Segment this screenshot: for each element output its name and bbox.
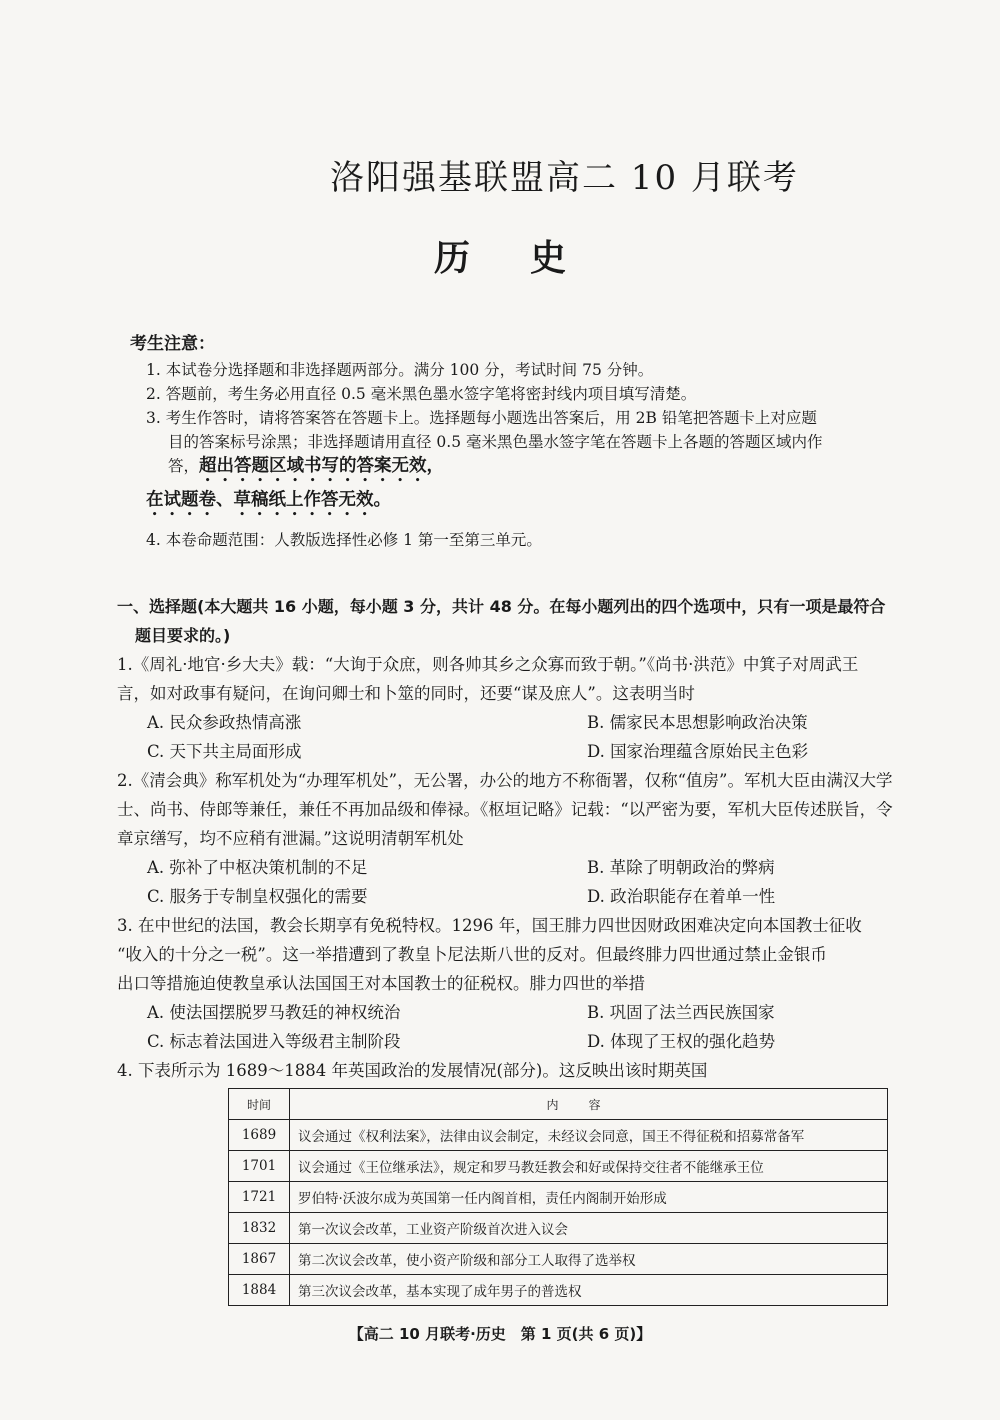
option-b: B. 革除了明朝政治的弊病 — [587, 858, 775, 877]
question-stem: 2.《清会典》称军机处为“办理军机处”，无公署，办公的地方不称衙署，仅称“值房”。军机大臣由满汉大学 — [117, 771, 893, 790]
table-cell-content: 第三次议会改革，基本实现了成年男子的普选权 — [290, 1275, 888, 1306]
notice-heading: 考生注意： — [130, 334, 215, 354]
page-footer: 【高二 10 月联考·历史 第 1 页(共 6 页)】 — [348, 1325, 652, 1343]
table-cell-year: 1721 — [229, 1182, 290, 1213]
option-d: D. 政治职能存在着单一性 — [587, 887, 776, 906]
notice-item — [130, 406, 830, 486]
options — [117, 998, 987, 1056]
question-4 — [117, 1056, 987, 1085]
table-cell-content: 第二次议会改革，使小资产阶级和部分工人取得了选举权 — [290, 1244, 888, 1275]
question-stem: 3. 在中世纪的法国，教会长期享有免税特权。1296 年，国王腓力四世因财政困难决定向本国教士征收 — [117, 916, 862, 935]
question-stem: 出口等措施迫使教皇承认法国国王对本国教士的征税权。腓力四世的举措 — [117, 974, 645, 993]
option-d: D. 国家治理蕴含原始民主色彩 — [587, 742, 809, 761]
notice-item: 4. 本卷命题范围：人教版选择性必修 1 第一至第三单元。 — [146, 531, 542, 549]
question-2 — [117, 766, 987, 911]
table-header-content: 内容 — [290, 1089, 888, 1120]
question-1 — [117, 650, 987, 766]
table-cell-year: 1867 — [229, 1244, 290, 1275]
notice-item: 2. 答题前，考生务必用直径 0.5 毫米黑色墨水签字笔将密封线内项目填写清楚。 — [146, 385, 697, 403]
table-row — [229, 1275, 888, 1306]
table-header-row — [229, 1089, 888, 1120]
exam-title: 洛阳强基联盟高二 10 月联考 — [330, 158, 799, 198]
table-cell-content: 议会通过《王位继承法》，规定和罗马教廷教会和好或保持交往者不能继承王位 — [290, 1151, 888, 1182]
table-cell-year: 1884 — [229, 1275, 290, 1306]
table-header-time: 时间 — [229, 1089, 290, 1120]
notice-emphasis: 在试题卷、草稿纸上作答无效。 — [146, 490, 391, 510]
option-b: B. 儒家民本思想影响政治决策 — [587, 713, 808, 732]
question-stem: “收入的十分之一税”。这一举措遭到了教皇卜尼法斯八世的反对。但最终腓力四世通过禁止金银币 — [117, 945, 827, 964]
table-row — [229, 1182, 888, 1213]
option-a: A. 使法国摆脱罗马教廷的神权统治 — [147, 1003, 401, 1022]
section-heading-line: 一、选择题(本大题共 16 小题，每小题 3 分，共计 48 分。在每小题列出的四个选项中，只有一项是最符合 — [117, 597, 886, 616]
table-row — [229, 1120, 888, 1151]
option-c: C. 标志着法国进入等级君主制阶段 — [147, 1032, 401, 1051]
table-cell-content: 罗伯特·沃波尔成为英国第一任内阁首相，责任内阁制开始形成 — [290, 1182, 888, 1213]
subject-title: 历史 — [433, 237, 626, 279]
question-stem: 1.《周礼·地官·乡大夫》载：“大询于众庶，则各帅其乡之众寡而致于朝。”《尚书·洪范》中箕子对周武王 — [117, 655, 859, 674]
option-b: B. 巩固了法兰西民族国家 — [587, 1003, 775, 1022]
option-c: C. 天下共主局面形成 — [147, 742, 302, 761]
option-d: D. 体现了王权的强化趋势 — [587, 1032, 776, 1051]
question-3 — [117, 911, 987, 1056]
notice-block — [130, 332, 830, 552]
options — [117, 708, 987, 766]
option-c: C. 服务于专制皇权强化的需要 — [147, 887, 368, 906]
table-cell-year: 1689 — [229, 1120, 290, 1151]
notice-emphasis: 超出答题区域书写的答案无效， — [199, 456, 445, 476]
question-stem: 士、尚书、侍郎等兼任，兼任不再加品级和俸禄。《枢垣记略》记载：“以严密为要，军机大臣传述朕旨，令 — [117, 800, 893, 819]
table-row — [229, 1244, 888, 1275]
notice-item: 1. 本试卷分选择题和非选择题两部分。满分 100 分，考试时间 75 分钟。 — [146, 361, 654, 379]
table-cell-content: 第一次议会改革，工业资产阶级首次进入议会 — [290, 1213, 888, 1244]
table-cell-content: 议会通过《权利法案》，法律由议会制定，未经议会同意，国王不得征税和招募常备军 — [290, 1120, 888, 1151]
notice-item-text: 3. 考生作答时，请将答案答在答题卡上。选择题每小题选出答案后，用 2B 铅笔把答题卡上对应题目的答案标号涂黑；非选择题请用直径 0.5 毫米黑色墨水签字笔在答题卡上各题的答题区域内作答， — [146, 409, 823, 475]
option-a: A. 民众参政热情高涨 — [147, 713, 302, 732]
table-cell-year: 1701 — [229, 1151, 290, 1182]
section-heading — [117, 592, 987, 650]
choice-section — [117, 592, 987, 1085]
question-stem: 4. 下表所示为 1689～1884 年英国政治的发展情况(部分)。这反映出该时期英国 — [117, 1061, 708, 1080]
table-cell-year: 1832 — [229, 1213, 290, 1244]
question-stem: 言，如对政事有疑问，在询问卿士和卜筮的同时，还要“谋及庶人”。这表明当时 — [117, 684, 695, 703]
question-stem: 章京缮写，均不应稍有泄漏。”这说明清朝军机处 — [117, 829, 464, 848]
table-row — [229, 1151, 888, 1182]
options — [117, 853, 987, 911]
section-heading-line: 题目要求的。) — [135, 626, 231, 645]
option-a: A. 弥补了中枢决策机制的不足 — [147, 858, 368, 877]
table-row — [229, 1213, 888, 1244]
history-table — [228, 1088, 888, 1306]
